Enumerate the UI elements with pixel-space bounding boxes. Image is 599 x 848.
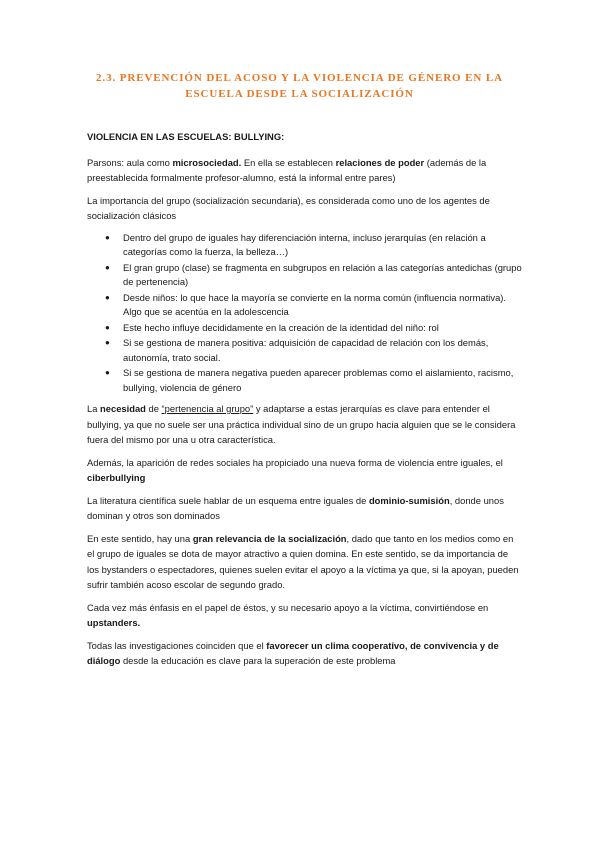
bold-term-microsociedad: microsociedad. (172, 156, 242, 168)
text-run: Todas las investigaciones coinciden que el (87, 639, 267, 651)
list-item-text: Este hecho influye decididamente en la creación de la identidad del niño: rol (123, 321, 439, 333)
bold-term-relevancia-socializacion: gran relevancia de la socialización (192, 532, 347, 544)
bold-term-necesidad: necesidad (100, 403, 146, 414)
list-item (87, 291, 522, 320)
bullet-icon: ● (105, 232, 110, 242)
list-item (87, 336, 522, 365)
document-body (87, 129, 522, 676)
section-title-line-2: ESCUELA DESDE LA SOCIALIZACIÓN (185, 88, 414, 100)
text-run: La (87, 403, 101, 414)
text-run: Parsons: aula como (87, 156, 173, 168)
text-run: En ella se establecen (241, 156, 336, 168)
paragraph-dominio-sumision (87, 493, 522, 524)
text-run: , dado que tanto en los medios como en el grupo de iguales se dota de mayor atractivo a quien domina. En este sentido, se da importancia de los bystanders o espectadores, quienes suelen evitar el apoyo a la víctima ya que, si la apoyan, pueden sufrir también acoso escolar de segundo grado. (87, 532, 519, 590)
text-run: En este sentido, hay una (87, 532, 193, 544)
list-item-text: Dentro del grupo de iguales hay diferenciación interna, incluso jerarquías (en relación a categorías como la fuerza, la belleza…) (123, 231, 486, 257)
text-run: desde la educación es clave para la superación de este problema (120, 655, 396, 666)
bullet-list (87, 231, 522, 396)
subsection-heading: VIOLENCIA EN LAS ESCUELAS: BULLYING: (87, 131, 285, 142)
bullet-icon: ● (105, 262, 110, 272)
section-title (60, 70, 539, 102)
section-title-line-1: 2.3. PREVENCIÓN DEL ACOSO Y LA VIOLENCIA DE GÉNERO EN LA (96, 72, 503, 84)
paragraph-upstanders (87, 600, 522, 631)
text-run: de (145, 403, 162, 414)
text-run: La literatura científica suele hablar de un esquema entre iguales de (87, 494, 369, 506)
list-item (87, 366, 522, 395)
bold-term-upstanders: upstanders. (87, 617, 141, 628)
list-item-text: Si se gestiona de manera negativa pueden aparecer problemas como el aislamiento, racismo, bullying, violencia de género (123, 367, 514, 393)
list-item-text: Si se gestiona de manera positiva: adquisición de capacidad de relación con los demás, autonomía, trato social. (123, 337, 489, 363)
paragraph-conclusion (87, 638, 522, 669)
bullet-icon: ● (105, 322, 110, 332)
paragraph-pertenencia (87, 401, 522, 448)
paragraph-parsons (87, 155, 522, 186)
text-run: (además de la preestablecida formalmente profesor-alumno, está la informal entre pares) (87, 156, 487, 183)
paragraph-socializacion (87, 531, 522, 593)
bold-term-relaciones-poder: relaciones de poder (335, 156, 425, 168)
text-run: Cada vez más énfasis en el papel de éstos, y su necesario apoyo a la víctima, convirtiéndose en (87, 601, 489, 613)
paragraph-ciberbullying (87, 455, 522, 486)
text-run: , donde unos dominan y otros son dominados (87, 494, 504, 521)
list-item (87, 321, 522, 336)
paragraph-importancia-grupo: La importancia del grupo (socialización secundaria), es considerada como uno de los agentes de socialización clásicos (87, 194, 490, 221)
bold-term-ciberbullying: ciberbullying (87, 472, 146, 483)
bullet-icon: ● (105, 368, 110, 377)
list-item-text: Desde niños: lo que hace la mayoría se convierte en la norma común (influencia normativa). Algo que se acentúa en la adolescencia (123, 291, 507, 317)
bullet-icon: ● (105, 292, 110, 302)
bullet-icon: ● (105, 338, 110, 347)
bold-term-clima-cooperativo: favorecer un clima cooperativo, de convivencia y de diálogo (87, 639, 499, 666)
list-item-text: El gran grupo (clase) se fragmenta en subgrupos en relación a las categorías antedichas (grupo de pertenencia) (123, 261, 522, 287)
text-run: Además, la aparición de redes sociales ha propiciado una nueva forma de violencia entre iguales, el (87, 456, 503, 468)
list-item (87, 261, 522, 290)
text-run: y adaptarse a estas jerarquías es clave para entender el bullying, ya que no suele ser una práctica individual sino de un grupo hacia alguien que se le considera fuera del mismo por una u otra característica. (87, 403, 516, 445)
bold-term-dominio-sumision: dominio-sumisión (368, 494, 450, 506)
list-item (87, 231, 522, 260)
underlined-term-pertenencia: “pertenencia al grupo” (161, 403, 254, 414)
